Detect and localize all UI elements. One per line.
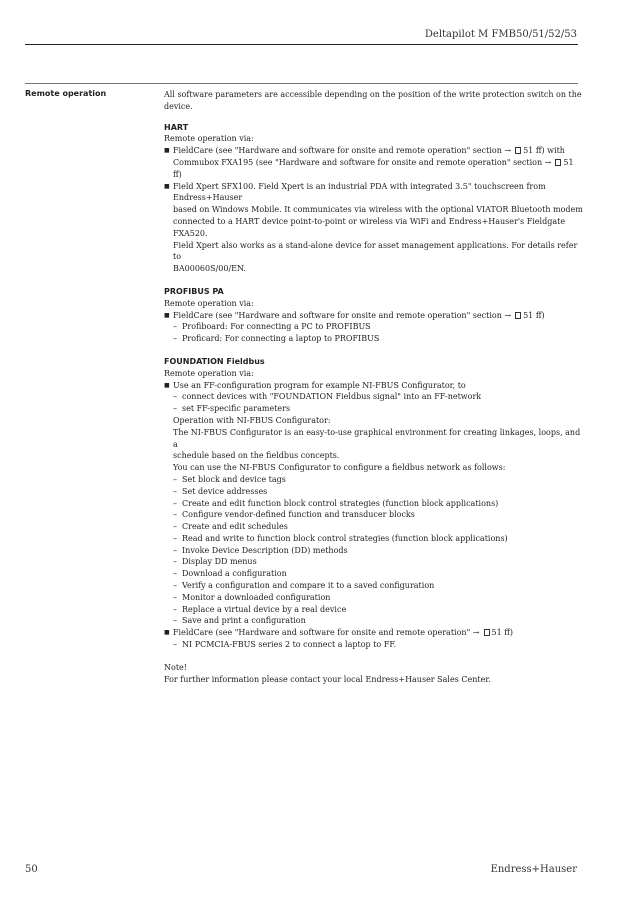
section-content — [164, 89, 584, 685]
task-list-item — [164, 474, 584, 486]
foundation-bullet-fieldcare — [164, 627, 584, 639]
profibus-block — [164, 286, 584, 345]
section-label: Remote operation — [25, 89, 107, 98]
task-list-item-text: – Create and edit function block control strategies (function block applications) — [173, 498, 584, 510]
task-list-item-text: – Invoke Device Description (DD) methods — [173, 545, 584, 557]
foundation-dash-params — [164, 403, 584, 415]
hart-bullet-fieldcare — [164, 145, 584, 157]
task-list-item-text: – Set device addresses — [173, 486, 584, 498]
profibus-dash-profiboard — [164, 321, 584, 333]
page-ref-icon — [484, 629, 490, 636]
hart-fieldxpert-line3: connected to a HART device point-to-point or wireless via WiFi and Endress+Hauser's Fieldgate FXA520. — [173, 216, 566, 238]
hart-b1-l2-ref: 51 ff) — [173, 157, 574, 179]
foundation-bullet-ff-config: ■ Use an FF-configuration program for example NI-FBUS Configurator, to — [164, 380, 584, 392]
task-list-item — [164, 545, 584, 557]
hart-b1-text: FieldCare (see "Hardware and software for onsite and remote operation" section → — [173, 146, 512, 156]
profibus-bullet-fieldcare — [164, 310, 584, 322]
hart-bullet-fieldcare-cont — [164, 157, 584, 181]
hart-bullet-fieldxpert: ■ Field Xpert SFX100. Field Xpert is an industrial PDA with integrated 3.5" touchscreen from Endress+Hauser — [164, 181, 584, 205]
task-list-item — [164, 498, 584, 510]
task-list-item — [164, 580, 584, 592]
foundation-b2-text: FieldCare (see "Hardware and software for onsite and remote operation" → — [173, 628, 480, 638]
task-list-item-text: – Read and write to function block control strategies (function block applications) — [173, 533, 584, 545]
foundation-task-list — [164, 474, 584, 627]
task-list-item-text: – Display DD menus — [173, 556, 584, 568]
task-list-item — [164, 604, 584, 616]
foundation-dash-connect — [164, 391, 584, 403]
foundation-d3: – NI PCMCIA-FBUS series 2 to connect a laptop to FF. — [173, 639, 584, 651]
task-list-item-text: – Replace a virtual device by a real device — [173, 604, 584, 616]
foundation-via: Remote operation via: — [164, 368, 254, 378]
task-list-item — [164, 568, 584, 580]
task-list-item — [164, 533, 584, 545]
foundation-b2-ref: 51 ff) — [491, 628, 514, 638]
foundation-operation-label: Operation with NI-FBUS Configurator: — [173, 415, 331, 425]
section-rule — [25, 83, 578, 84]
hart-block — [164, 122, 584, 275]
profibus-d2: – Proficard: For connecting a laptop to PROFIBUS — [173, 333, 584, 345]
task-list-item — [164, 556, 584, 568]
task-list-item-text: – Create and edit schedules — [173, 521, 584, 533]
page-ref-icon — [515, 312, 521, 319]
task-list-item-text: – Monitor a downloaded configuration — [173, 592, 584, 604]
header-rule — [25, 44, 578, 45]
foundation-d1: – connect devices with "FOUNDATION Fieldbus signal" into an FF-network — [173, 391, 584, 403]
page-number: 50 — [25, 864, 38, 875]
profibus-b1-ref: 51 ff) — [523, 310, 545, 320]
note-text: For further information please contact your local Endress+Hauser Sales Center. — [164, 674, 491, 684]
hart-heading: HART — [164, 122, 189, 132]
task-list-item — [164, 592, 584, 604]
hart-b1-l2: Commubox FXA195 (see "Hardware and software for onsite and remote operation" section → — [173, 157, 552, 167]
task-list-item — [164, 521, 584, 533]
foundation-d2: – set FF-specific parameters — [173, 403, 584, 415]
page-ref-icon — [515, 147, 521, 154]
section-intro: All software parameters are accessible depending on the position of the write protection switch on the device. — [164, 90, 582, 111]
profibus-via: Remote operation via: — [164, 298, 254, 308]
profibus-dash-proficard — [164, 333, 584, 345]
profibus-d1: – Profiboard: For connecting a PC to PROFIBUS — [173, 321, 584, 333]
footer-brand: Endress+Hauser — [490, 864, 577, 875]
note-block — [164, 662, 584, 686]
hart-fieldxpert-line4: Field Xpert also works as a stand-alone device for asset management applications. For details refer to — [173, 240, 578, 262]
task-list-item-text: – Verify a configuration and compare it to a saved configuration — [173, 580, 584, 592]
foundation-description-line2: schedule based on the fieldbus concepts. — [173, 451, 340, 461]
foundation-heading: FOUNDATION Fieldbus — [164, 356, 265, 366]
hart-b1-ref: 51 ff) with — [523, 146, 565, 156]
header-title: Deltapilot M FMB50/51/52/53 — [424, 29, 577, 40]
task-list-item-text: – Download a configuration — [173, 568, 584, 580]
note-label: Note! — [164, 662, 187, 672]
task-list-item-text: – Save and print a configuration — [173, 615, 584, 627]
foundation-block — [164, 356, 584, 651]
page-ref-icon — [555, 159, 561, 166]
foundation-dash-pcmcia — [164, 639, 584, 651]
task-list-item-text: – Configure vendor-defined function and transducer blocks — [173, 509, 584, 521]
task-list-item — [164, 509, 584, 521]
profibus-b1-text: FieldCare (see "Hardware and software for onsite and remote operation" section → — [173, 310, 512, 320]
hart-via: Remote operation via: — [164, 134, 254, 144]
task-list-item — [164, 486, 584, 498]
task-list-item-text: – Set block and device tags — [173, 474, 584, 486]
hart-fieldxpert-line2: based on Windows Mobile. It communicates via wireless with the optional VIATOR Bluetooth modem — [173, 205, 583, 215]
hart-fieldxpert-line5: BA00060S/00/EN. — [173, 264, 247, 274]
profibus-heading: PROFIBUS PA — [164, 286, 224, 296]
foundation-description-line1: The NI-FBUS Configurator is an easy-to-use graphical environment for creating linkages, loops, and a — [173, 427, 581, 449]
task-list-item — [164, 615, 584, 627]
foundation-configure-intro: You can use the NI-FBUS Configurator to configure a fieldbus network as follows: — [173, 463, 506, 473]
